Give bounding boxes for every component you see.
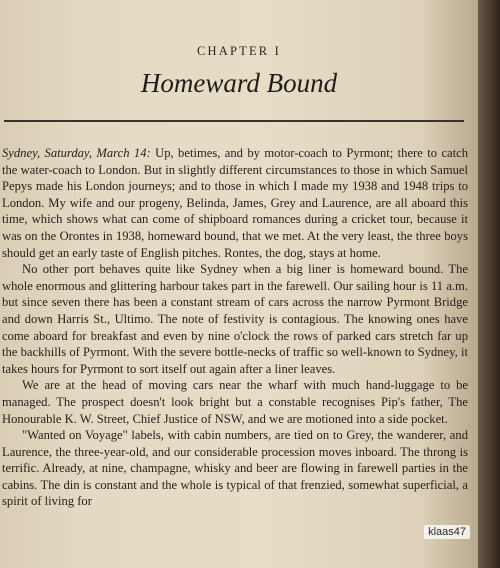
paragraph-4: "Wanted on Voyage" labels, with cabin numbers, are tied on to Grey, the wanderer, and Laurence, the three-year-old, and our considerable procession moves inboard. The throng is terrific. Already, at nine, champagne, whisky and beer are flowing in farewell parties in the cabins. The din is constant and the whole is typical of that frenzied, somewhat superficial, a spirit of living for	[2, 428, 468, 509]
page-edge-shadow	[478, 0, 500, 568]
paragraph-3: We are at the head of moving cars near the wharf with much hand-luggage to be managed. The prospect doesn't look bright but a constable recognises Pip's father, The Honourable K. W. Street, Chief Justice of NSW, and we are motioned into a side pocket.	[2, 378, 468, 426]
dateline: Sydney, Saturday, March 14:	[2, 146, 151, 160]
chapter-title: Homeward Bound	[140, 68, 338, 98]
paragraph-2: No other port behaves quite like Sydney when a big liner is homeward bound. The whole enormous and glittering harbour takes part in the farewell. Our sailing hour is 11 a.m. but since seven there has been a constant stream of cars across the narrow Pyrmont Bridge and down Harris St., Ultimo. The note of festivity is contagious. The knowing ones have come aboard for breakfast and even by nine o'clock the rows of parked cars stretch far up the backhills of Pyrmont. With the severe bottle-necks of traffic so well-known to Sydney, it takes hours for Pyrmont to sort itself out again after a liner leaves.	[2, 262, 468, 376]
paragraph-1	[2, 145, 468, 261]
title-rule	[4, 120, 464, 122]
chapter-label: CHAPTER I	[196, 44, 282, 58]
paragraph-1-text: Up, betimes, and by motor-coach to Pyrmont; there to catch the water-coach to London. But in slightly different circumstances to those in which Samuel Pepys made his London journeys; and to those in which I made my 1938 and 1948 trips to London. My wife and our progeny, Belinda, James, Grey and Laurence, are all aboard this time, which shows what can come of shipboard romances during a cricket tour, because it was on the Orontes in 1938, homeward bound, that we met. At the very least, the three boys should get an early taste of English pitches. Rontes, the dog, stays at home.	[2, 146, 469, 260]
chapter-body	[2, 145, 468, 510]
watermark-label: klaas47	[424, 525, 470, 539]
